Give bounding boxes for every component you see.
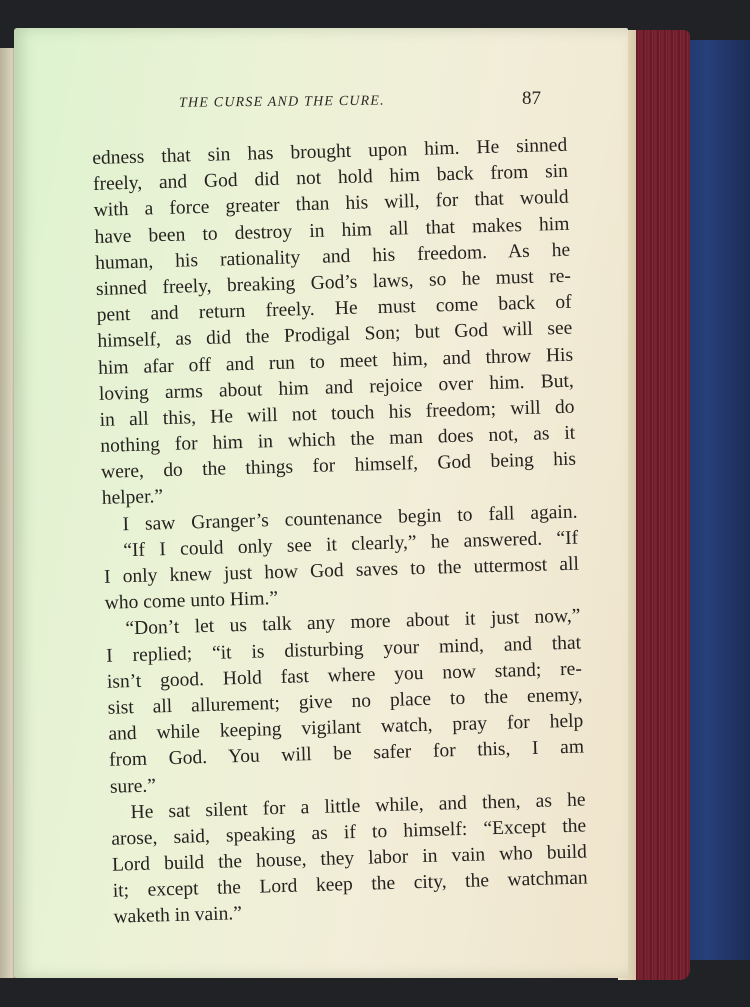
text-line: “If I could only see it clearly,” he answered. “If	[123, 527, 579, 562]
text-line: “Don’t let us talk any more about it just now,”	[125, 605, 581, 640]
running-head: THE CURSE AND THE CURE.	[178, 93, 385, 111]
text-line: human, his rationality and his freedom. As he	[94, 239, 571, 274]
text-line: from God. You will be safer for this, I am	[108, 736, 585, 772]
text-line: I only knew just how God saves to the uttermost all	[103, 553, 580, 588]
text-line: with a force greater than his will, for that would	[93, 187, 569, 222]
text-line: I replied; “it is disturbing your mind, and that	[105, 632, 582, 667]
text-line: isn’t good. Hold fast where you now stand; re-	[106, 658, 583, 693]
page-number: 87	[522, 88, 541, 109]
text-line: pent and return freely. He must come back of	[96, 291, 572, 327]
text-line: it; except the Lord keep the city, the watchman	[112, 867, 588, 902]
text-line: have been to destroy in him all that makes him	[94, 213, 570, 248]
text-line: arose, said, speaking as if to himself: “Except the	[111, 815, 587, 850]
text-line: edness that sin has brought upon him. He sinned	[92, 134, 568, 169]
text-line: himself, as did the Prodigal Son; but God will see	[97, 317, 573, 353]
text-line: nothing for him in which the man does not, as it	[100, 422, 576, 457]
text-line: He sat silent for a little while, and then, as he	[130, 789, 586, 823]
text-line: loving arms about him and rejoice over him. But,	[98, 370, 575, 405]
text-line: I saw Granger’s countenance begin to fall again.	[122, 501, 578, 535]
text-line: who come unto Him.”	[104, 588, 279, 615]
text-line: in all this, He will not touch his freedom; will do	[99, 396, 575, 431]
text-line: waketh in vain.”	[113, 903, 243, 929]
text-line: helper.”	[101, 486, 164, 510]
text-line: and while keeping vigilant watch, pray for help	[108, 710, 584, 745]
text-line: sure.”	[109, 774, 157, 798]
printed-page	[14, 28, 628, 978]
text-line: were, do the things for himself, God being his	[100, 448, 577, 484]
text-line: him afar off and run to meet him, and throw His	[97, 344, 574, 379]
text-line: freely, and God did not hold him back from sin	[92, 160, 569, 196]
text-line: sinned freely, breaking God’s laws, so he must re-	[95, 265, 572, 300]
text-line: sist all allurement; give no place to the enemy,	[107, 684, 583, 719]
body-text	[92, 133, 589, 932]
text-line: Lord build the house, they labor in vain who build	[111, 841, 588, 876]
